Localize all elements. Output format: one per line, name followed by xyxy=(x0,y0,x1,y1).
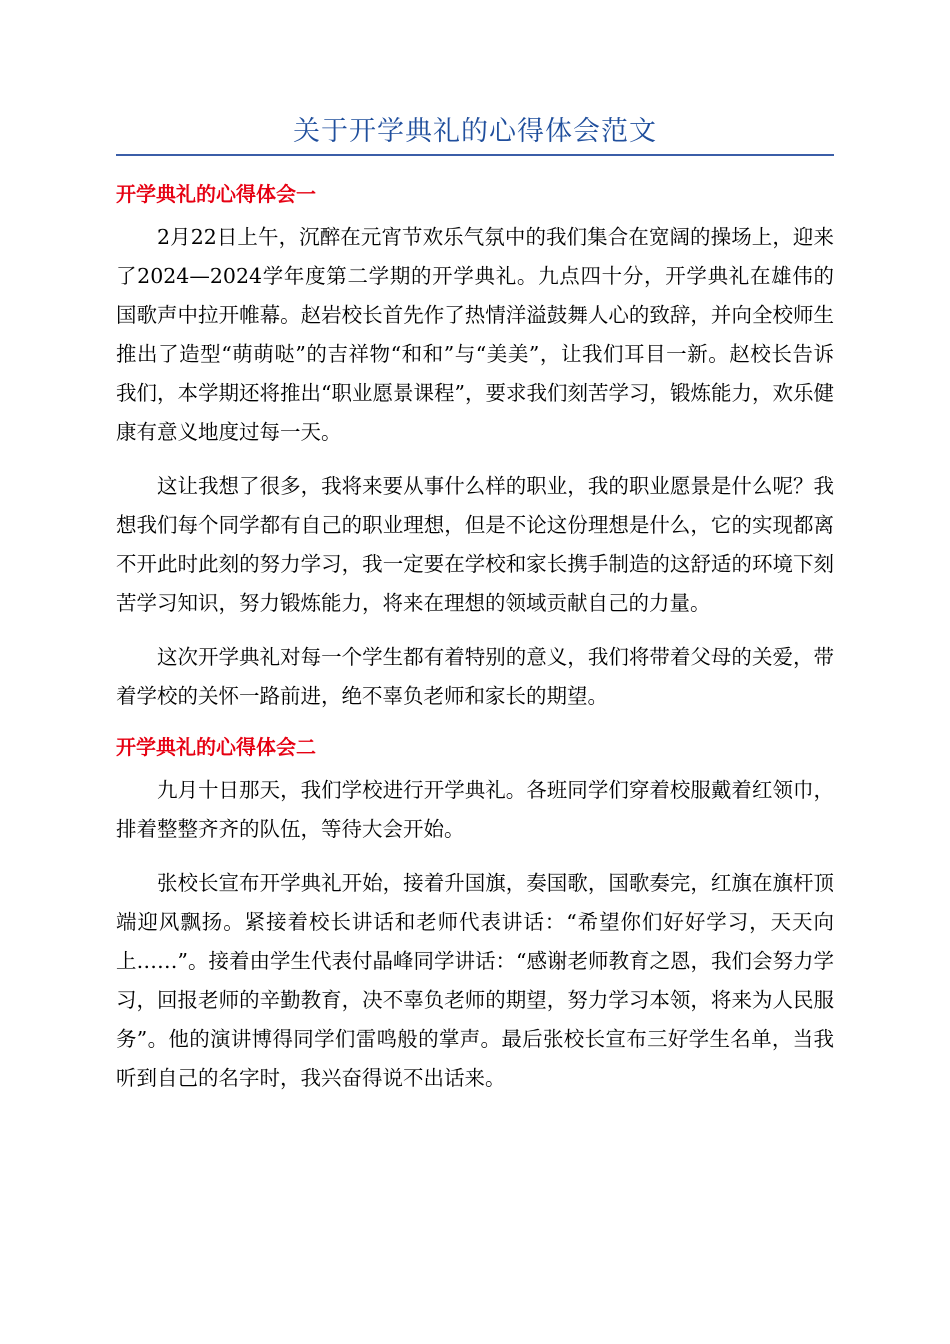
document-body xyxy=(116,178,834,1113)
paragraph: 2月22日上午，沉醉在元宵节欢乐气氛中的我们集合在宽阔的操场上，迎来了2024—2024学年度第二学期的开学典礼。九点四十分，开学典礼在雄伟的国歌声中拉开帷幕。赵岩校长首先作了热情洋溢鼓舞人心的致辞，并向全校师生推出了造型“萌萌哒”的吉祥物“和和”与“美美”，让我们耳目一新。赵校长告诉我们，本学期还将推出“职业愿景课程”，要求我们刻苦学习，锻炼能力，欢乐健康有意义地度过每一天。 xyxy=(116,225,834,444)
paragraph: 这次开学典礼对每一个学生都有着特别的意义，我们将带着父母的关爱，带着学校的关怀一路前进，绝不辜负老师和家长的期望。 xyxy=(116,645,834,708)
section-heading: 开学典礼的心得体会二 xyxy=(116,735,316,759)
paragraph: 这让我想了很多，我将来要从事什么样的职业，我的职业愿景是什么呢？我想我们每个同学都有自己的职业理想，但是不论这份理想是什么，它的实现都离不开此时此刻的努力学习，我一定要在学校和家长携手制造的这舒适的环境下刻苦学习知识，努力锻炼能力，将来在理想的领域贡献自己的力量。 xyxy=(116,474,834,615)
page-title: 关于开学典礼的心得体会范文 xyxy=(293,116,657,147)
paragraph: 张校长宣布开学典礼开始，接着升国旗，奏国歌，国歌奏完，红旗在旗杆顶端迎风飘扬。紧接着校长讲话和老师代表讲话：“希望你们好好学习，天天向上……”。接着由学生代表付晶峰同学讲话：“感谢老师教育之恩，我们会努力学习，回报老师的辛勤教育，决不辜负老师的期望，努力学习本领，将来为人民服务”。他的演讲博得同学们雷鸣般的掌声。最后张校长宣布三好学生名单，当我听到自己的名字时，我兴奋得说不出话来。 xyxy=(116,871,834,1090)
title-divider xyxy=(116,154,834,156)
section-heading: 开学典礼的心得体会一 xyxy=(116,182,316,206)
section-one xyxy=(116,178,834,716)
section-two xyxy=(116,731,834,1098)
paragraph: 九月十日那天，我们学校进行开学典礼。各班同学们穿着校服戴着红领巾，排着整整齐齐的队伍，等待大会开始。 xyxy=(116,778,834,841)
